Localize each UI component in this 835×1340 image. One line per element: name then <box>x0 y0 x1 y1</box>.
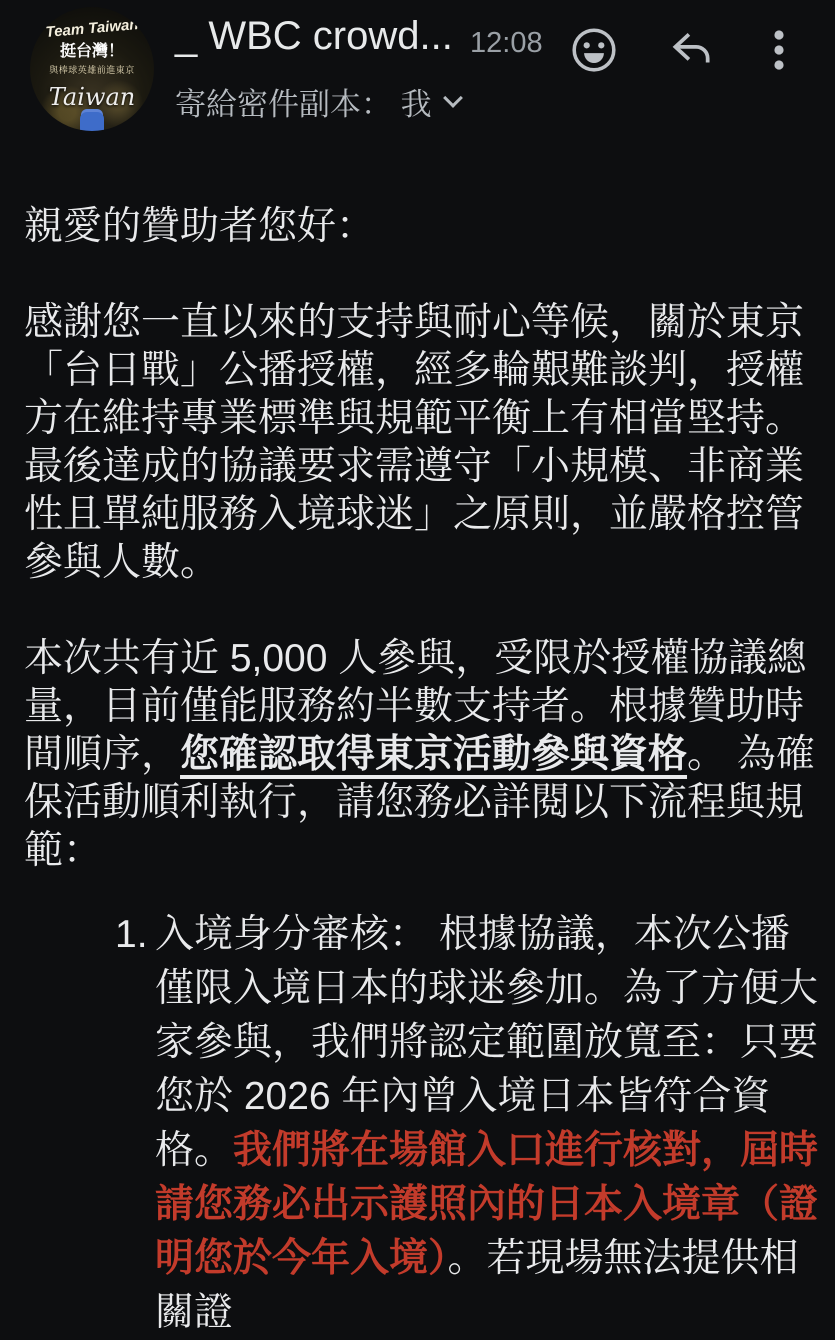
timestamp: 12:08 <box>470 27 543 59</box>
list-item-tail-text: 。若現場無法提供相關證 <box>155 1237 799 1334</box>
chevron-down-icon <box>445 89 462 106</box>
warning-text: 我們將在場館入口進行核對，屆時請您務必出示護照內的日本入境章（證明您於今年入境） <box>155 1129 819 1280</box>
avatar-text-line1: Team Taiwan <box>44 15 140 42</box>
paragraph-qualification-after: 。 為確保活動順利執行，請您務必詳閱以下流程與規範： <box>24 733 815 872</box>
email-body <box>24 203 830 1340</box>
sender-name[interactable]: _ WBC crowd... <box>175 14 453 58</box>
emphasized-qualification-text: 您確認取得東京活動參與資格 <box>180 733 688 776</box>
list-item-entry-check <box>24 908 830 1340</box>
avatar-script-text: Taiwan <box>48 83 136 111</box>
greeting-text: 親愛的贊助者您好： <box>24 205 376 248</box>
avatar-text-line2: 挺台灣！ <box>59 43 124 60</box>
paragraph-qualification <box>24 635 830 875</box>
reply-icon[interactable] <box>666 25 716 80</box>
list-item-content <box>155 908 825 1340</box>
emoji-reaction-icon[interactable] <box>569 25 619 80</box>
avatar-player-figure <box>80 112 104 131</box>
rules-list <box>24 908 830 1340</box>
list-number: 1. <box>115 913 148 956</box>
avatar-text-line3: 與棒球英雄前進東京 <box>49 65 135 75</box>
list-item-lead-text: 入境身分審核： 根據協議，本次公播僅限入境日本的球迷參加。為了方便大家參與，我們將認定範圍放寬至：只要您於 2026 年內曾入境日本皆符合資格。 <box>155 913 819 1172</box>
recipient-label: 寄給密件副本： 我 <box>175 87 432 122</box>
sender-avatar[interactable] <box>30 7 154 131</box>
recipient-row[interactable] <box>175 79 462 124</box>
more-options-icon[interactable] <box>766 25 792 86</box>
paragraph-authorization: 感謝您一直以來的支持與耐心等候，關於東京「台日戰」公播授權，經多輪艱難談判，授權方在維持專業標準與規範平衡上有相當堅持。最後達成的協議要求需遵守「小規模、非商業性且單純服務入境球迷」之原則，並嚴格控管參與人數。 <box>24 301 805 584</box>
paragraph-qualification-before: 本次共有近 5,000 人參與，受限於授權協議總量，目前僅能服務約半數支持者。根據贊助時間順序， <box>24 637 807 776</box>
